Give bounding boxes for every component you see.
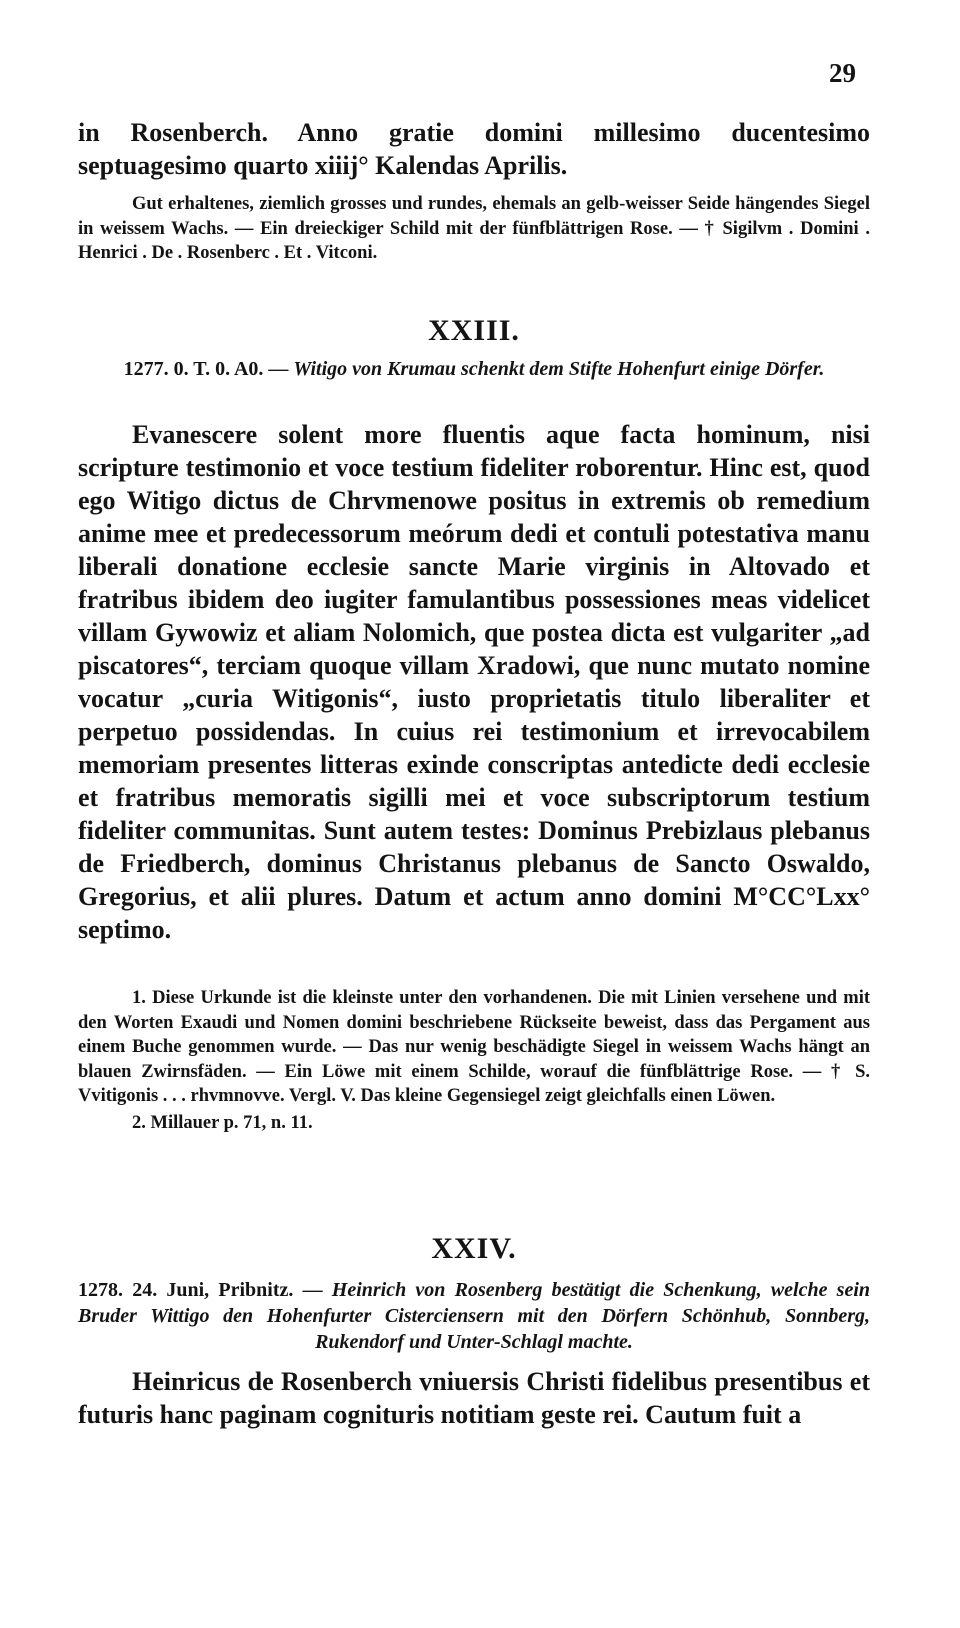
seal-description-block: [78, 192, 870, 266]
document-23-notes-block: [78, 986, 870, 1136]
seal-description: Gut erhaltenes, ziemlich grosses und rundes, ehemals an gelb-weisser Seide hängendes Siegel in weissem Wachs. — Ein dreieckiger Schild mit der fünfblättrigen Rose. — † Sigilvm . Domini . Henrici . De . Rosenberc . Et . Vitconi.: [78, 194, 870, 264]
page-number: 29: [829, 58, 856, 88]
document-23-regest: [78, 356, 870, 382]
document-page: [78, 50, 870, 1610]
document-24-body-block: [78, 1365, 870, 1431]
document-23-date: 1277. 0. T. 0. A0.: [123, 358, 264, 380]
document-23-note-1: 1. Diese Urkunde ist die kleinste unter den vorhandenen. Die mit Linien versehene und mit den Worten Exaudi und Nomen domini beschriebene Rückseite beweist, dass das Pergament aus einem Buche genommen wurde. — Das nur wenig beschädigte Siegel in weissem Wachs hängt an blauen Zwirnsfäden. — Ein Löwe mit einem Schilde, worauf die fünfblättrige Rose. — † S. Vvitigonis . . . rhvmnovve. Vergl. V. Das kleine Gegensiegel zeigt gleichfalls einen Löwen.: [78, 988, 870, 1107]
document-24-dash: —: [293, 1279, 332, 1301]
top-text-block: [78, 116, 870, 182]
document-23-heading-block: [78, 314, 870, 348]
document-23-note-2: 2. Millauer p. 71, n. 11.: [132, 1112, 313, 1133]
document-23-text: Evanescere solent more fluentis aque facta hominum, nisi scripture testimonio et voce testium fideliter roborentur. Hinc est, quod ego Witigo dictus de Chrvmenowe positus in extremis ob remedium anime mee et predecessorum meórum dedi et contuli potestativa manu liberali donatione ecclesie sancte Marie virginis in Altovado et fratribus ibidem deo iugiter famulantibus possessiones meas videlicet villam Gywowiz et aliam Nolomich, que postea dicta est vulgariter „ad piscatores“, terciam quoque villam Xradowi, que nunc mutato nomine vocatur „curia Witigonis“, iusto proprietatis titulo liberaliter et perpetuo possidendas. In cuius rei testimonium et irrevocabilem memoriam presentes litteras exinde conscriptas antedicte dedi ecclesie et fratribus memoratis sigilli mei et voce subscriptorum testium fideliter communitas. Sunt autem testes: Dominus Prebizlaus plebanus de Friedberch, dominus Christanus plebanus de Sancto Oswaldo, Gregorius, et alii plures. Datum et actum anno domini M°CC°Lxx° septimo.: [78, 420, 870, 944]
document-24-number: XXIV.: [431, 1232, 517, 1265]
document-24-regest-block: [78, 1277, 870, 1355]
document-24-date: 1278. 24. Juni, Pribnitz.: [78, 1279, 294, 1301]
document-24-regest: [78, 1277, 870, 1355]
document-24-heading-block: [78, 1232, 870, 1266]
document-24-text: Heinricus de Rosenberch vniuersis Christi fidelibus presentibus et futuris hanc paginam cognituris notitiam geste rei. Cautum fuit a: [78, 1367, 870, 1429]
document-23-summary: Witigo von Krumau schenkt dem Stifte Hohenfurt einige Dörfer.: [293, 358, 825, 380]
document-23-body-block: [78, 418, 870, 946]
document-24-summary: Heinrich von Rosenberg bestätigt die Schenkung, welche sein Bruder Wittigo den Hohenfurter Cisterciensern mit den Dörfern Schönhub, Sonnberg, Rukendorf und Unter-Schlagl machte.: [78, 1279, 871, 1353]
document-23-regest-block: [78, 356, 870, 382]
document-23-number: XXIII.: [428, 314, 520, 347]
continued-charter-text: in Rosenberch. Anno gratie domini millesimo ducentesimo septuagesimo quarto xiiij° Kalendas Aprilis.: [78, 118, 870, 180]
document-23-dash: —: [263, 358, 294, 380]
